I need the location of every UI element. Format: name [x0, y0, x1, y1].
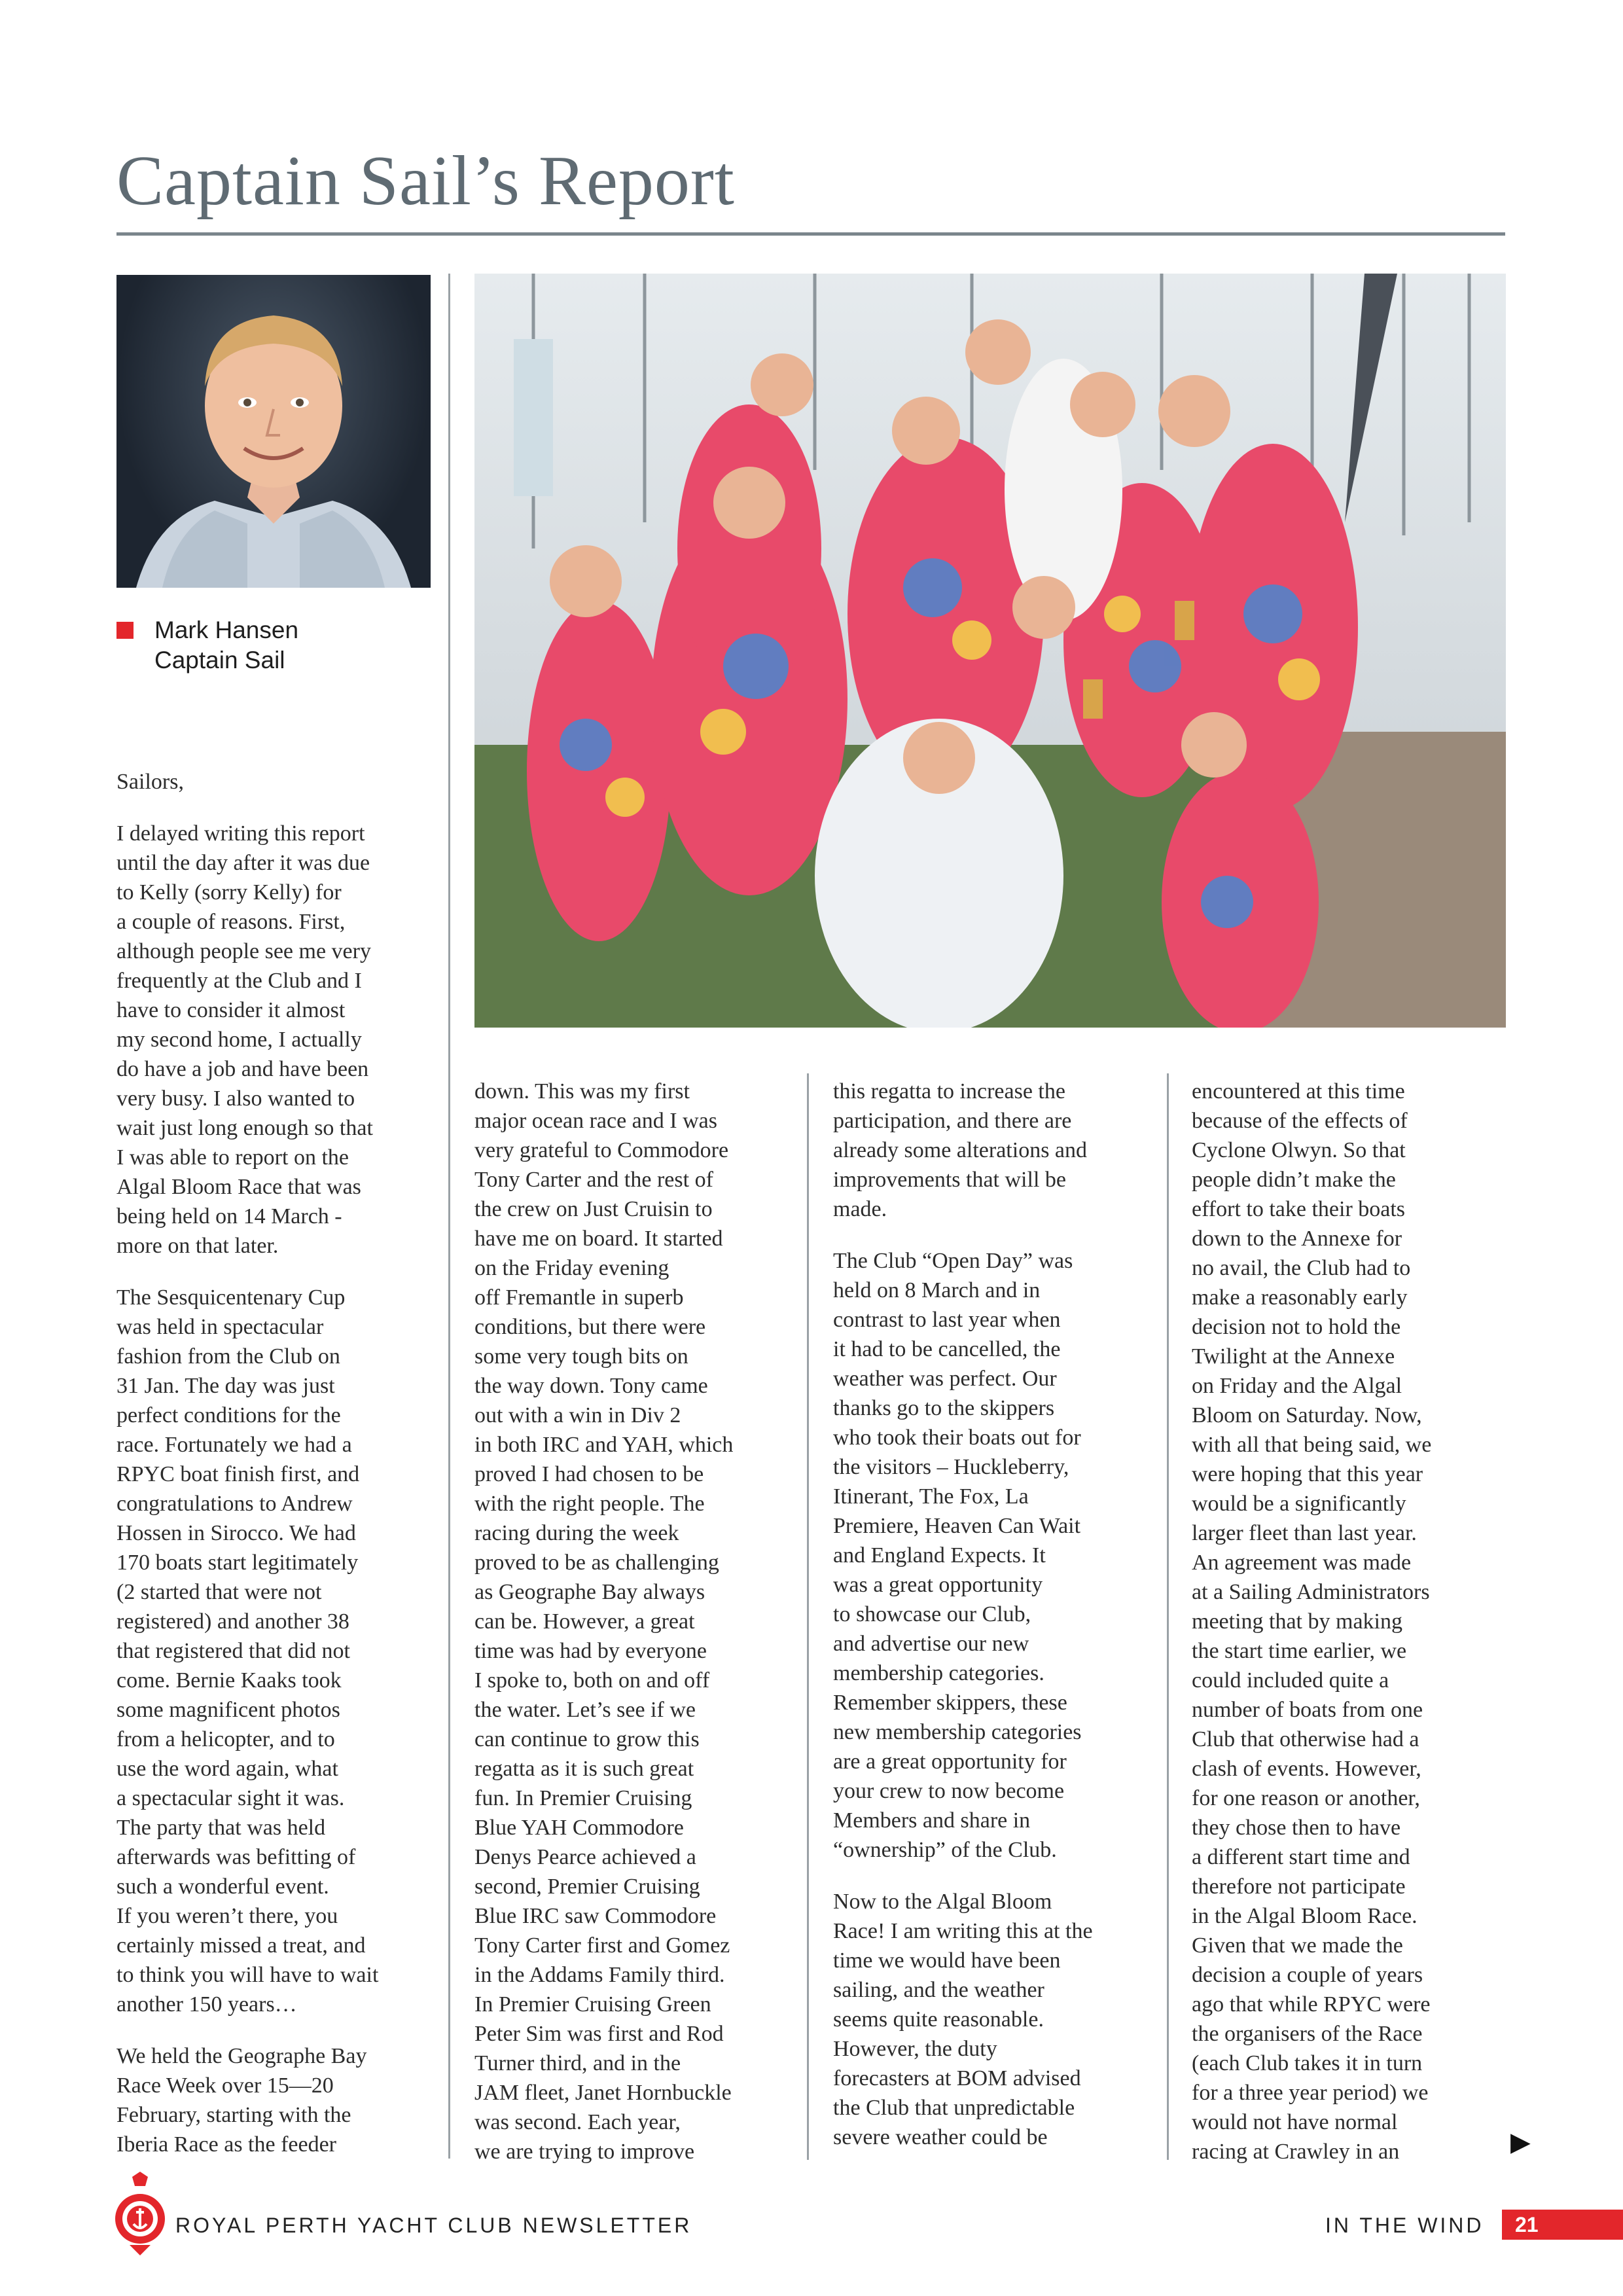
newsletter-name: ROYAL PERTH YACHT CLUB NEWSLETTER	[175, 2214, 692, 2237]
paragraph: We held the Geographe Bay Race Week over 15—20 February, starting with the Iberia Race as the feeder	[116, 2044, 367, 2157]
paragraph: The Club “Open Day” was held on 8 March and in contrast to last year when it had to be cancelled, the weather was perfect. Our thanks go to the skippers who took their boats out for the visitors – Huckleberry, Itinerant, The Fox, La Premiere, Heaven Can Wait and England Expects. It was a great opportunity to showcase our Club, and advertise our new membership categories. Remember skippers, these new membership categories are a great opportunity for your crew to now become Members and share in “ownership” of the Club.	[833, 1249, 1082, 1862]
paragraph: Now to the Algal Bloom Race! I am writing this at the time we would have been sailing, and the weather seems quite reasonable. However, the duty forecasters at BOM advised the Club that unpredictable severe weather could be	[833, 1890, 1093, 2149]
author-portrait	[116, 275, 431, 588]
author-name: Mark Hansen	[154, 617, 299, 643]
column-divider	[1167, 1073, 1169, 2160]
article-column-4	[1192, 1077, 1512, 2189]
paragraph: encountered at this time because of the effects of Cyclone Olwyn. So that people didn’t make the effort to take their boats down to the Annexe for no avail, the Club had to make a reasonably early decision not to hold the Twilight at the Annexe on Friday and the Algal Bloom on Saturday. Now, with all that being said, we were hoping that this year would be a significantly larger fleet than last year. An agreement was made at a Sailing Administrators meeting that by making the start time earlier, we could included quite a number of boats from one Club that otherwise had a clash of events. However, for one reason or another, they chose then to have a different start time and therefore not participate in the Algal Bloom Race. Given that we made the decision a couple of years ago that while RPYC were the organisers of the Race (each Club takes it in turn for a three year period) we would not have normal racing at Crawley in an	[1192, 1079, 1432, 2164]
article-column-1	[116, 767, 424, 2181]
author-role: Captain Sail	[154, 647, 285, 673]
author-byline	[116, 615, 298, 675]
title-rule	[116, 232, 1505, 236]
club-crest-icon	[113, 2172, 168, 2257]
page-title: Captain Sail’s Report	[116, 142, 735, 220]
crew-group-photo	[474, 274, 1506, 1028]
paragraph: The Sesquicentenary Cup was held in spectacular fashion from the Club on 31 Jan. The day was just perfect conditions for the race. Fortunately we had a RPYC boat finish first, and congratulations to Andrew Hossen in Sirocco. We had 170 boats start legitimately (2 started that were not registered) and another 38 that registered that did not come. Bernie Kaaks took some magnificent photos from a helicopter, and to use the word again, what a spectacular sight it was. The party that was held afterwards was befitting of such a wonderful event. If you weren’t there, you certainly missed a treat, and to think you will have to wait another 150 years…	[116, 1285, 379, 2017]
page-number-badge	[1502, 2210, 1623, 2240]
paragraph: down. This was my first major ocean race and I was very grateful to Commodore Tony Carter and the rest of the crew on Just Cruisin to have me on board. It started on the Friday evening off Fremantle in superb conditions, but there were some very tough bits on the way down. Tony came out with a win in Div 2 in both IRC and YAH, which proved I had chosen to be with the right people. The racing during the week proved to be as challenging as Geographe Bay always can be. However, a great time was had by everyone I spoke to, both on and off the water. Let’s see if we can continue to grow this regatta as it is such great fun. In Premier Cruising Blue YAH Commodore Denys Pearce achieved a second, Premier Cruising Blue IRC saw Commodore Tony Carter first and Gomez in the Addams Family third. In Premier Cruising Green Peter Sim was first and Rod Turner third, and in the JAM fleet, Janet Hornbuckle was second. Each year, we are trying to improve	[474, 1079, 734, 2164]
article-column-3	[833, 1077, 1154, 2174]
column-divider	[807, 1073, 809, 2160]
publication-name: IN THE WIND	[1325, 2214, 1484, 2237]
paragraph: this regatta to increase the participation, and there are already some alterations and improvements that will be made.	[833, 1079, 1088, 1221]
paragraph: I delayed writing this report until the day after it was due to Kelly (sorry Kelly) for a couple of reasons. First, although people see me very frequently at the Club and I have to consider it almost my second home, I actually do have a job and have been very busy. I also wanted to wait just long enough so that I was able to report on the Algal Bloom Race that was being held on 14 March - more on that later.	[116, 821, 373, 1258]
article-column-2	[474, 1077, 795, 2189]
page-number: 21	[1515, 2213, 1539, 2236]
continue-arrow-icon: ▶	[1510, 2127, 1531, 2157]
page-footer	[0, 2172, 1623, 2250]
paragraph: Sailors,	[116, 770, 184, 794]
column-divider	[448, 274, 450, 2159]
bullet-square	[116, 622, 134, 639]
